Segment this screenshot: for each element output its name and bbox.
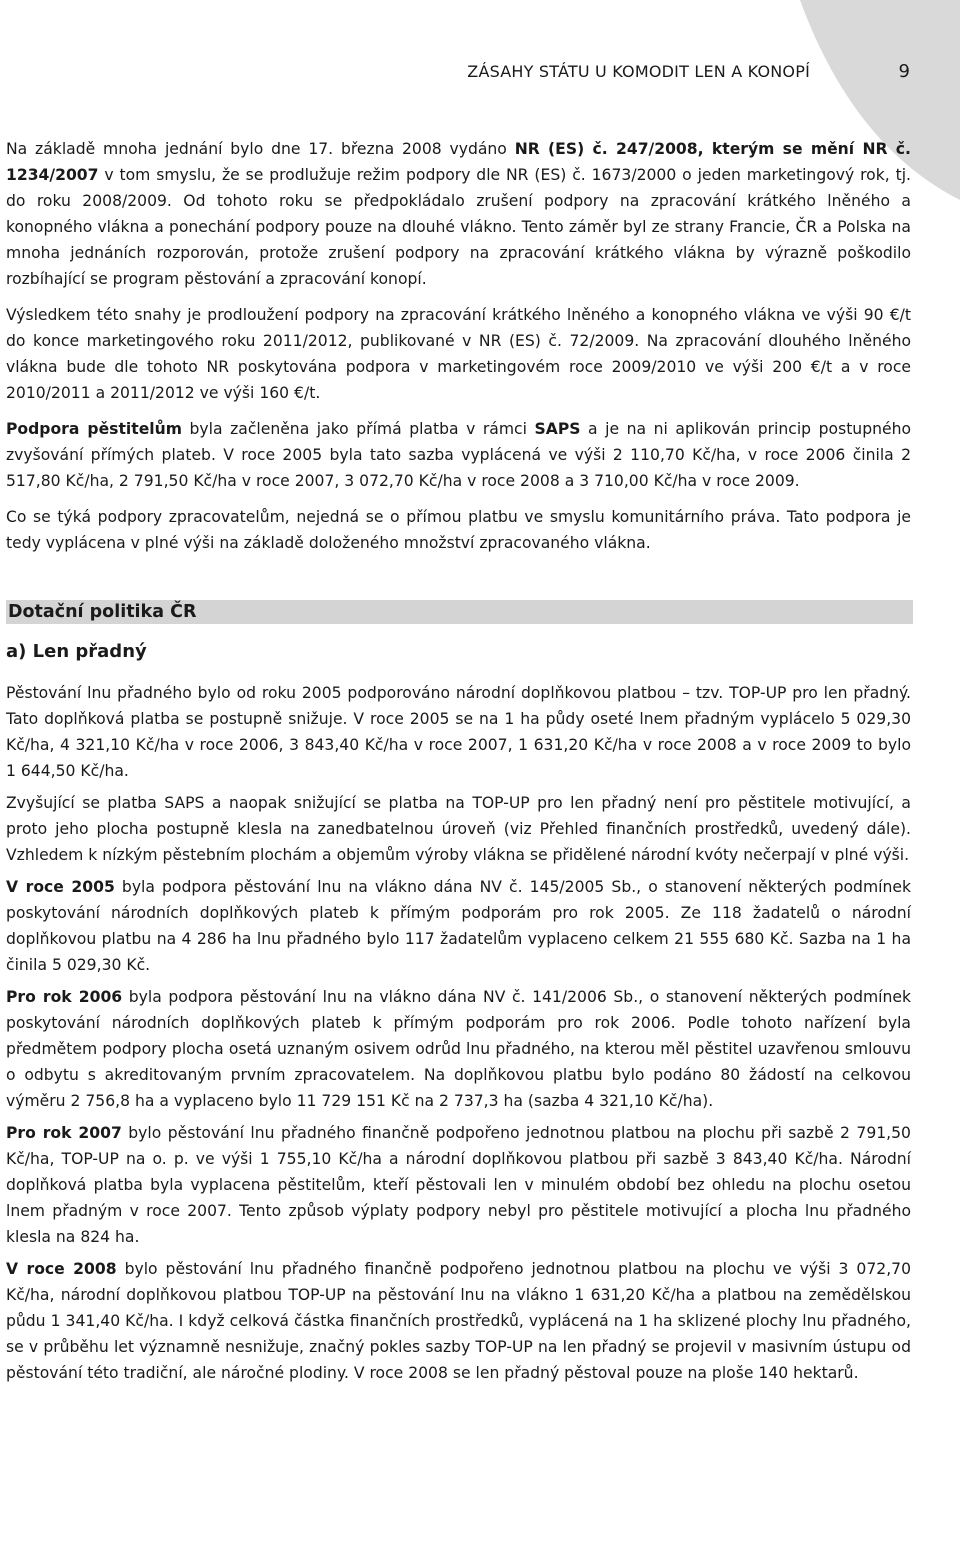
paragraph-1-text-a: Na základě mnoha jednání bylo dne 17. března 2008 vydáno (6, 140, 515, 158)
paragraph-9 (6, 1120, 911, 1250)
paragraph-10 (6, 1256, 911, 1386)
paragraph-1-bold: NR (ES) č. 247/2008, kterým se mění NR č. 1234/2007 (6, 140, 911, 184)
paragraph-7 (6, 874, 911, 978)
paragraph-9-bold: Pro rok 2007 (6, 1124, 122, 1142)
section-heading: Dotační politika ČR (6, 600, 913, 624)
paragraph-8 (6, 984, 911, 1114)
sub-heading: a) Len přadný (6, 641, 147, 662)
paragraph-3-text-b: a je na ni aplikován princip postupného zvyšování přímých plateb. V roce 2005 byla tato sazba vyplácená ve výši 2 110,70 Kč/ha, v roce 2006 činila 2 517,80 Kč/ha, 2 791,50 Kč/ha v roce 2007, 3 072,70 Kč/ha v roce 2008 a 3 710,00 Kč/ha v roce 2009. (6, 420, 911, 490)
paragraph-6: Zvyšující se platba SAPS a naopak snižující se platba na TOP-UP pro len přadný není pro pěstitele motivující, a proto jeho plocha postupně klesla na zanedbatelnou úroveň (viz Přehled finančních prostředků, uvedený dále). Vzhledem k nízkým pěstebním plochám a objemům výroby vlákna se přidělené národní kvóty nečerpají v plné výši. (6, 794, 911, 864)
paragraph-8-text: byla podpora pěstování lnu na vlákno dána NV č. 141/2006 Sb., o stanovení některých podmínek poskytování národních doplňkových plateb k přímým podporám pro rok 2006. Podle tohoto nařízení byla předmětem podpory plocha osetá uznaným osivem odrůd lnu přadného, na kterou měl pěstitel uzavřenou smlouvu o odbytu s akreditovaným prvním zpracovatelem. Na doplňkovou platbu bylo podáno 80 žádostí na celkovou výměru 2 756,8 ha a vyplaceno bylo 11 729 151 Kč na 2 737,3 ha (sazba 4 321,10 Kč/ha). (6, 988, 911, 1110)
paragraph-7-text: byla podpora pěstování lnu na vlákno dána NV č. 145/2005 Sb., o stanovení některých podmínek poskytování národních doplňkových plateb k přímým podporám pro rok 2005. Ze 118 žadatelů o národní doplňkovou platbu na 4 286 ha lnu přadného bylo 117 žadatelům vyplaceno celkem 21 555 680 Kč. Sazba na 1 ha činila 5 029,30 Kč. (6, 878, 911, 974)
paragraph-3-bold-b: SAPS (534, 420, 581, 438)
paragraph-10-bold: V roce 2008 (6, 1260, 117, 1278)
paragraph-3 (6, 416, 911, 494)
page-number: 9 (898, 61, 910, 82)
paragraph-4: Co se týká podpory zpracovatelům, nejedná se o přímou platbu ve smyslu komunitárního práva. Tato podpora je tedy vyplácena v plné výši na základě doloženého množství zpracovaného vlákna. (6, 508, 911, 552)
paragraph-1 (6, 136, 911, 292)
paragraph-5: Pěstování lnu přadného bylo od roku 2005 podporováno národní doplňkovou platbou – tzv. TOP-UP pro len přadný. Tato doplňková platba se postupně snižuje. V roce 2005 se na 1 ha půdy oseté lnem přadným vyplácelo 5 029,30 Kč/ha, 4 321,10 Kč/ha v roce 2006, 3 843,40 Kč/ha v roce 2007, 1 631,20 Kč/ha v roce 2008 a v roce 2009 to bylo 1 644,50 Kč/ha. (6, 684, 911, 780)
paragraph-3-text-a: byla začleněna jako přímá platba v rámci (181, 420, 535, 438)
page-header (0, 62, 960, 92)
paragraph-8-bold: Pro rok 2006 (6, 988, 123, 1006)
paragraph-10-text: bylo pěstování lnu přadného finančně podpořeno jednotnou platbou na plochu ve výši 3 072,70 Kč/ha, národní doplňkovou platbou TOP-UP na pěstování lnu na vlákno 1 631,20 Kč/ha a platbou na zemědělskou půdu 1 341,40 Kč/ha. I když celková částka finančních prostředků, vyplácená na 1 ha sklizené plochy lnu přadného, se v průběhu let významně nesnižuje, značný pokles sazby TOP-UP na len přadný se projevil v masivním ústupu od pěstování této tradiční, ale náročné plodiny. V roce 2008 se len přadný pěstoval pouze na ploše 140 hektarů. (6, 1260, 911, 1382)
paragraph-9-text: bylo pěstování lnu přadného finančně podpořeno jednotnou platbou na plochu při sazbě 2 791,50 Kč/ha, TOP-UP na o. p. ve výši 1 755,10 Kč/ha a národní doplňkovou platbou při sazbě 3 843,40 Kč/ha. Národní doplňková platba byla vyplacena pěstitelům, kteří pěstovali len v minulém období bez ohledu na plochu osetou lnem přadným v roce 2007. Tento způsob výplaty podpory nebyl pro pěstitele motivující a plocha lnu přadného klesla na 824 ha. (6, 1124, 911, 1246)
running-title: ZÁSAHY STÁTU U KOMODIT LEN A KONOPÍ (467, 62, 810, 81)
paragraph-2: Výsledkem této snahy je prodloužení podpory na zpracování krátkého lněného a konopného vlákna ve výši 90 €/t do konce marketingového roku 2011/2012, publikované v NR (ES) č. 72/2009. Na zpracování dlouhého lněného vlákna bude dle tohoto NR poskytována podpora v marketingovém roce 2009/2010 ve výši 200 €/t a v roce 2010/2011 a 2011/2012 ve výši 160 €/t. (6, 306, 911, 402)
page-content (6, 136, 911, 1386)
paragraph-1-text-b: v tom smyslu, že se prodlužuje režim podpory dle NR (ES) č. 1673/2000 o jeden marketingový rok, tj. do roku 2008/2009. Od tohoto roku se předpokládalo zrušení podpory na zpracování krátkého lněného a konopného vlákna a ponechání podpory pouze na dlouhé vlákno. Tento záměr byl ze strany Francie, ČR a Polska na mnoha jednáních rozporován, protože zrušení podpory na zpracování krátkého vlákna by výrazně poškodilo rozbíhající se program pěstování a zpracování konopí. (6, 166, 911, 288)
paragraph-7-bold: V roce 2005 (6, 878, 115, 896)
paragraph-3-bold-a: Podpora pěstitelům (6, 420, 182, 438)
